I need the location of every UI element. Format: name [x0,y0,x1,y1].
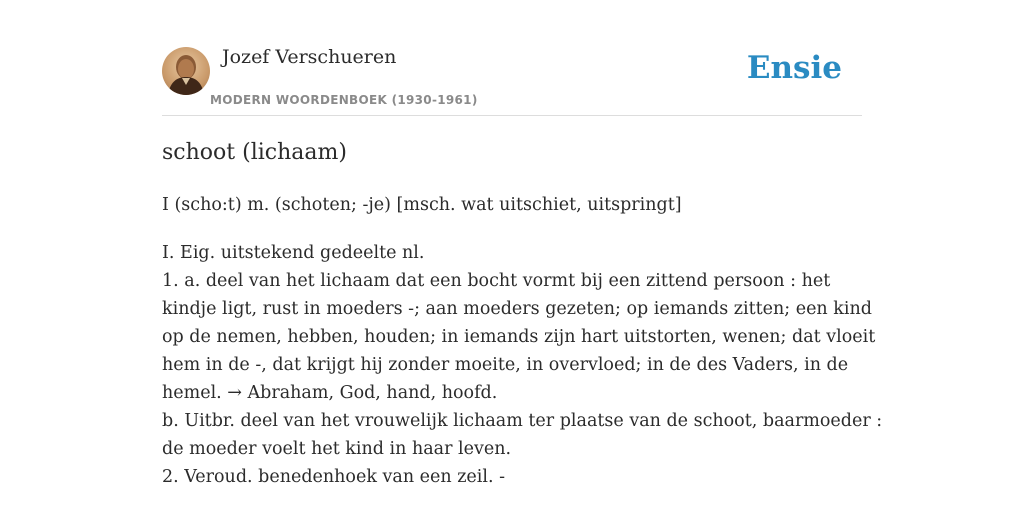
ensie-logo[interactable]: Ensie [746,50,842,86]
entry-headword: schoot (lichaam) [162,140,347,165]
definition-line: b. Uitbr. deel van het vrouwelijk lichaam ter plaatse van de schoot, baarmoeder : [162,411,883,431]
definition-line: 1. a. deel van het lichaam dat een bocht vormt bij een zittend persoon : het [162,271,831,291]
entry-definition [162,239,883,491]
author-avatar[interactable] [162,47,210,95]
entry-header [162,44,862,116]
author-portrait-icon [162,47,210,95]
author-name[interactable]: Jozef Verschueren [222,46,397,68]
entry-grammar: I (scho:t) m. (schoten; -je) [msch. wat uitschiet, uitspringt] [162,195,682,215]
dictionary-source[interactable]: MODERN WOORDENBOEK (1930-1961) [210,93,478,107]
definition-line: op de nemen, hebben, houden; in iemands zijn hart uitstorten, wenen; dat vloeit [162,327,876,347]
entry-page [162,0,883,512]
definition-line: I. Eig. uitstekend gedeelte nl. [162,243,425,263]
definition-line: hem in de -, dat krijgt hij zonder moeite, in overvloed; in de des Vaders, in de [162,355,849,375]
definition-line: hemel. → Abraham, God, hand, hoofd. [162,383,498,403]
definition-line: 2. Veroud. benedenhoek van een zeil. - [162,467,506,487]
definition-line: de moeder voelt het kind in haar leven. [162,439,512,459]
definition-line: kindje ligt, rust in moeders -; aan moeders gezeten; op iemands zitten; een kind [162,299,872,319]
